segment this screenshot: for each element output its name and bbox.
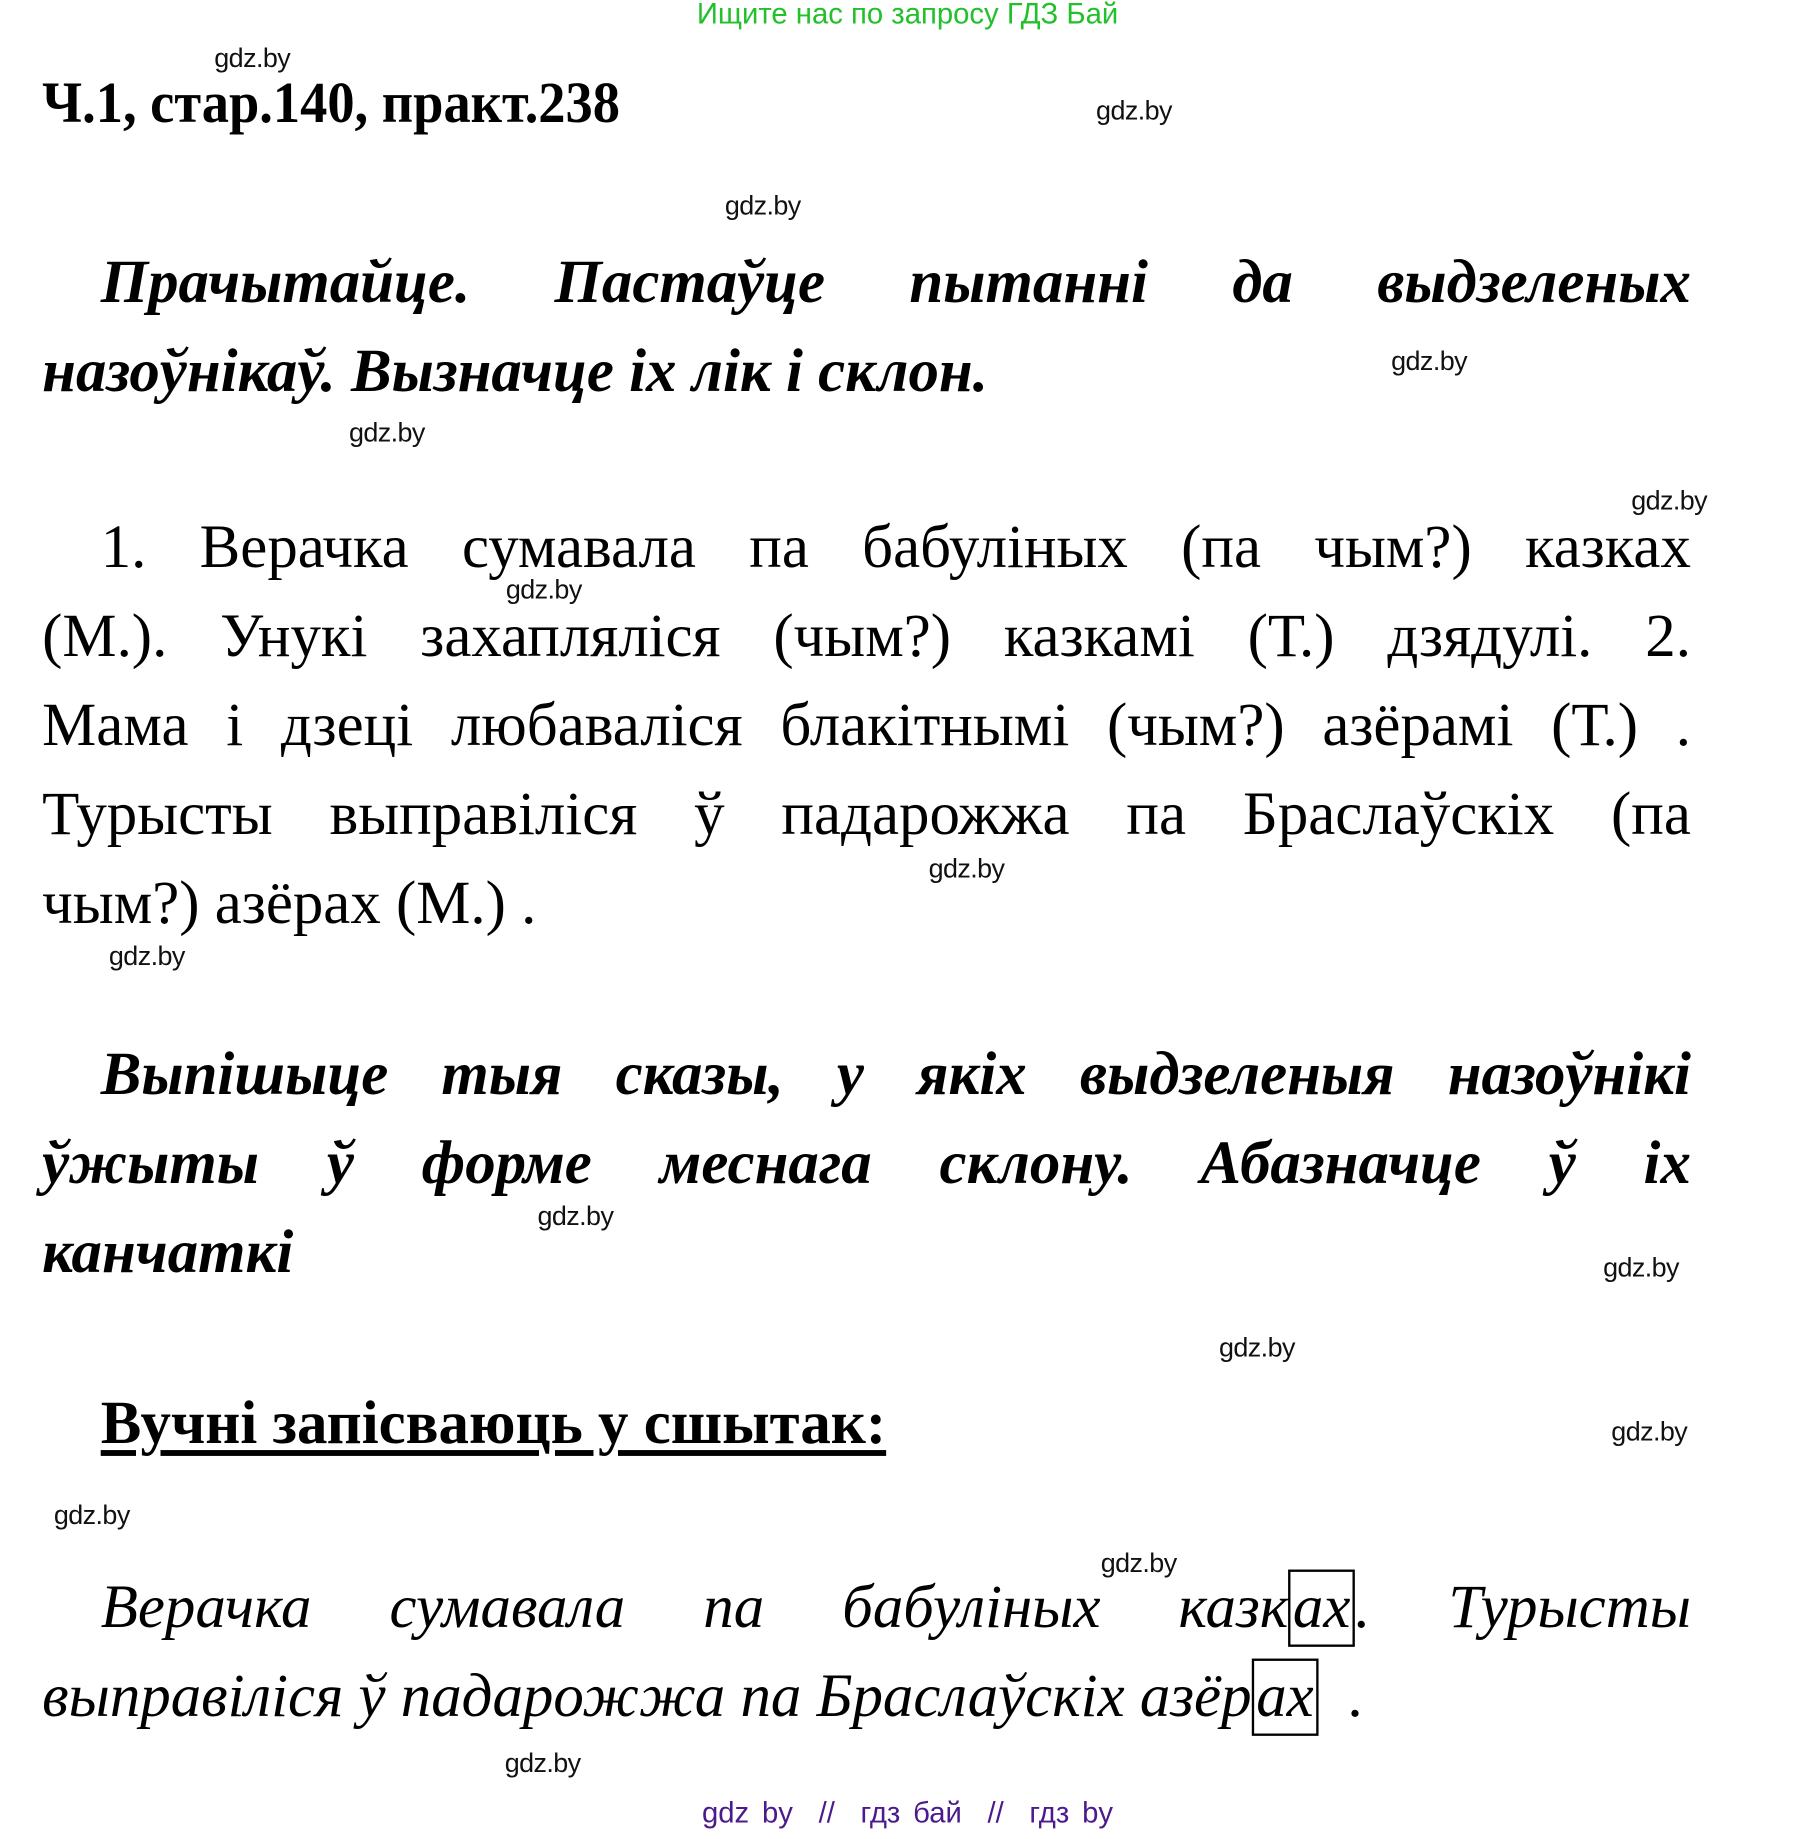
footer-links[interactable]: gdz by // гдз бай // гдз by [701, 1796, 1114, 1830]
watermark: gdz.by [1100, 1547, 1177, 1578]
watermark: gdz.by [348, 416, 425, 448]
instruction-line: назоўнікаў. Вызначце іх лік і склон. [42, 338, 988, 406]
watermark: gdz.by [504, 1747, 581, 1779]
instruction-line: канчаткі [42, 1219, 294, 1287]
ending-box: ах [1288, 1570, 1355, 1647]
answer-heading: Вучні запісваюць у сшытак: [100, 1390, 887, 1458]
watermark: gdz.by [505, 573, 582, 605]
watermark: gdz.by [724, 189, 801, 221]
watermark: gdz.by [1611, 1416, 1688, 1447]
instruction-line: ўжыты ў форме меснага склону. Абазначце ў іх [42, 1130, 1691, 1198]
task-2-instruction [42, 1031, 1691, 1298]
instruction-line: Прачытайце. Пастаўце пытанні да выдзеленых [100, 249, 1691, 317]
text-line: Турысты выправіліся ў падарожжа па Браслаўскіх (па [42, 781, 1691, 849]
watermark: gdz.by [53, 1499, 130, 1530]
page-title: Ч.1, стар.140, практ.238 [42, 69, 620, 135]
watermark: gdz.by [537, 1200, 614, 1232]
watermark: gdz.by [1096, 94, 1172, 126]
answer-text-after: . [1318, 1663, 1365, 1731]
watermark: gdz.by [928, 852, 1005, 884]
task-1-instruction [42, 239, 1691, 417]
watermark: gdz.by [1631, 484, 1708, 516]
answer-text-before: выправіліся ў падарожжа па Браслаўскіх азёр [42, 1663, 1252, 1731]
instruction-line: Выпішыце тыя сказы, у якіх выдзеленыя назоўнікі [100, 1041, 1691, 1109]
ending-box: ах [1252, 1659, 1319, 1736]
watermark: gdz.by [214, 42, 291, 73]
text-line: чым?) азёрах (М.) . [42, 870, 537, 938]
answer-text-before: Верачка сумавала па бабуліных казк [100, 1574, 1289, 1641]
top-banner[interactable]: Ищите нас по запросу ГДЗ Бай [696, 0, 1119, 31]
text-line: Мама і дзеці любаваліся блакітнымі (чым?) азёрамі (Т.) . [42, 692, 1691, 760]
exercise-text [42, 504, 1691, 949]
text-line: 1. Верачка сумавала па бабуліных (па чым?) казках [100, 514, 1691, 581]
watermark: gdz.by [1219, 1331, 1295, 1363]
watermark: gdz.by [1603, 1252, 1679, 1283]
text-line: (М.). Унукі захапляліся (чым?) казкамі (Т.) дзядулі. 2. [42, 603, 1691, 670]
answer-text-after: . Турысты [1355, 1574, 1691, 1641]
answer-line [42, 1652, 1691, 1741]
watermark: gdz.by [108, 940, 185, 972]
answer-line [42, 1563, 1691, 1652]
answer-text [42, 1563, 1691, 1741]
watermark: gdz.by [1391, 345, 1467, 376]
